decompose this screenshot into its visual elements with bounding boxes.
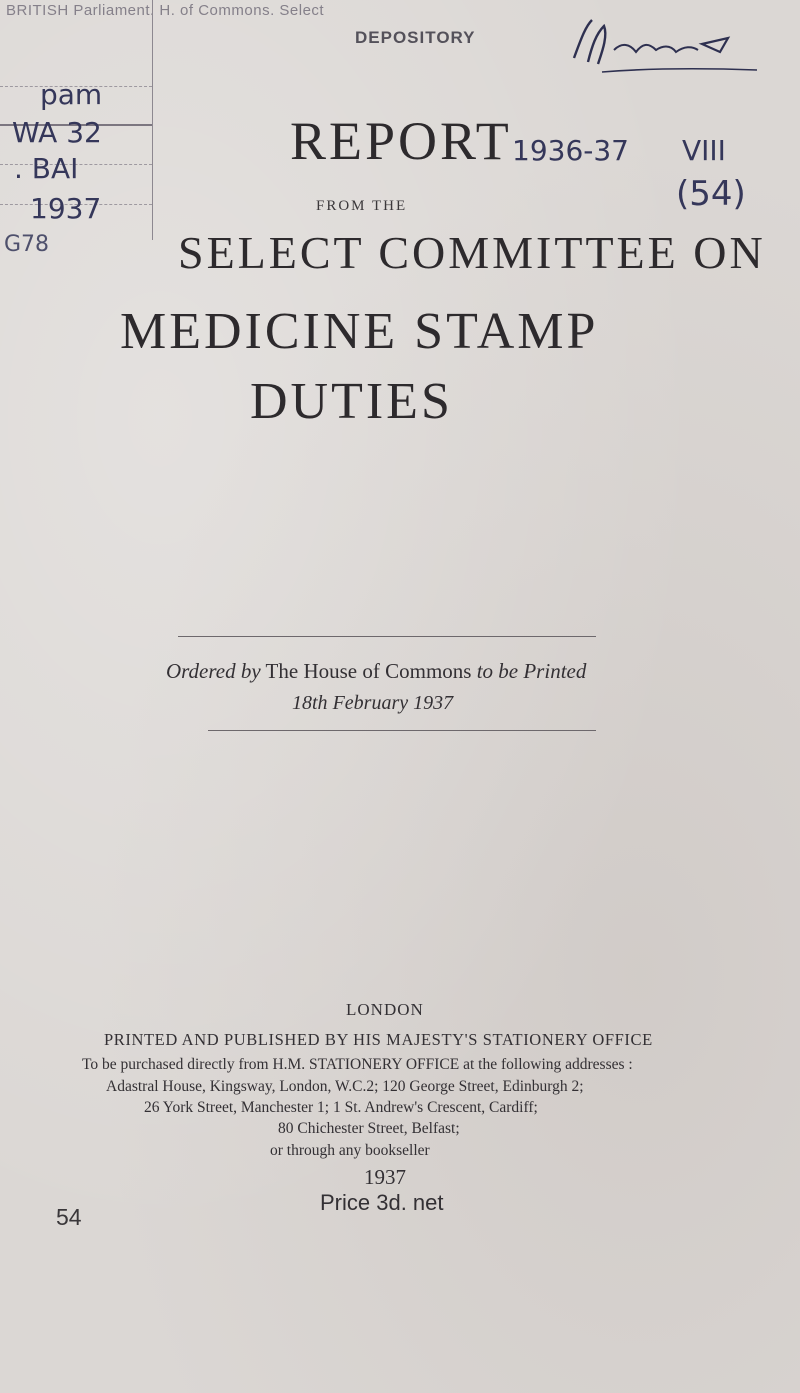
depository-stamp: DEPOSITORY: [355, 28, 476, 47]
imprint-year: 1937: [364, 1165, 406, 1189]
imprint-address-line-1: Adastral House, Kingsway, London, W.C.2; 120 George Street, Edinburgh 2;: [106, 1078, 584, 1095]
shelf-mark-pam: pam: [40, 78, 103, 111]
order-printed: to be Printed: [476, 659, 587, 683]
title-select-committee: SELECT COMMITTEE ON: [178, 227, 766, 278]
imprint-place: LONDON: [346, 1000, 424, 1019]
imprint-price: Price 3d. net: [320, 1190, 444, 1215]
imprint-publisher: PRINTED AND PUBLISHED BY HIS MAJESTY'S STATIONERY OFFICE: [104, 1030, 653, 1049]
order-day: 18th: [292, 692, 328, 714]
imprint-address-line-2: 26 York Street, Manchester 1; 1 St. Andrew's Crescent, Cardiff;: [144, 1099, 538, 1116]
imprint-purchase-line: To be purchased directly from H.M. STATIONERY OFFICE at the following addresses :: [82, 1056, 633, 1073]
order-by: by: [240, 659, 261, 683]
volume-note: VIII: [682, 134, 726, 167]
imprint-address-line-3: 80 Chichester Street, Belfast;: [278, 1120, 460, 1137]
shelf-mark-sub: . BAI: [14, 152, 79, 185]
imprint-bookseller: or through any bookseller: [270, 1142, 430, 1159]
order-date: [292, 692, 453, 715]
lower-rule: [208, 730, 596, 731]
order-line: [166, 659, 586, 684]
title-report: REPORT: [290, 111, 512, 171]
library-header-text: BRITISH Parliament. H. of Commons. Select: [6, 2, 325, 19]
order-month-year: February 1937: [332, 692, 454, 714]
order-house: The House of Commons: [265, 659, 472, 683]
title-duties: DUTIES: [250, 373, 453, 430]
order-ordered: Ordered: [166, 659, 236, 683]
title-from-the: FROM THE: [316, 198, 408, 214]
upper-rule: [178, 636, 596, 637]
shelf-mark-class: WA 32: [12, 116, 102, 149]
title-medicine-stamp: MEDICINE STAMP: [120, 303, 599, 360]
session-years-note: 1936-37: [512, 134, 629, 167]
shelf-mark-year: 1937: [30, 192, 102, 225]
folio-number: 54: [56, 1204, 82, 1230]
paper-number-note: (54): [676, 174, 746, 214]
signature-icon: [552, 6, 762, 76]
shelf-mark-code: G78: [4, 232, 50, 257]
